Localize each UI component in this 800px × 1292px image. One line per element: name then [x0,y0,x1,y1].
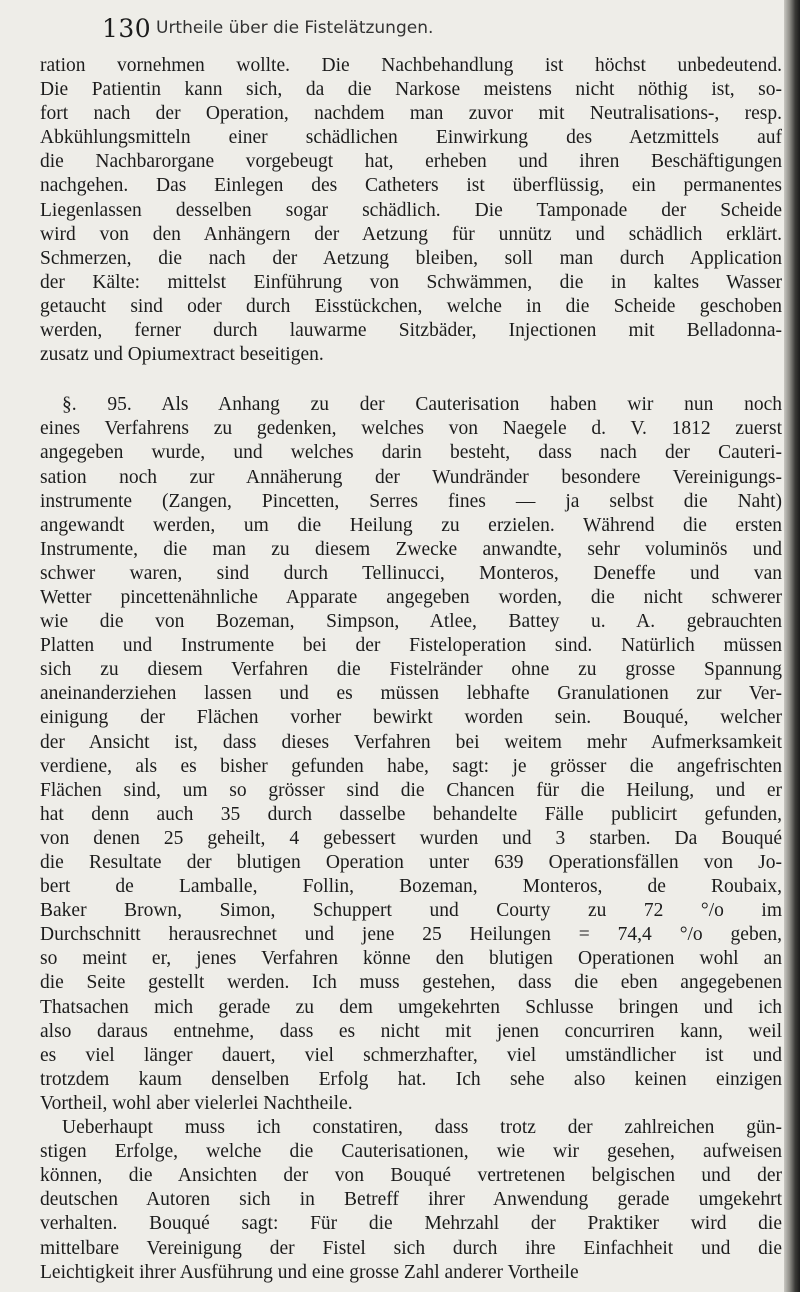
text-line: zusatz und Opiumextract beseitigen. [40,344,324,366]
page-binding-edge [784,0,800,1292]
text-line: Baker Brown, Simon, Schuppert und Courty zu 72 °/o im [40,900,782,922]
text-line: Schmerzen, die nach der Aetzung bleiben, soll man durch Application [40,247,782,269]
body-text [40,54,782,1285]
text-line: §. 95. Als Anhang zu der Cauterisation haben wir nun noch [62,394,782,416]
text-line: instrumente (Zangen, Pincetten, Serres fines — ja selbst die Naht) [40,490,782,512]
text-line: Wetter pincettenähnliche Apparate angegeben worden, die nicht schwerer [40,586,782,608]
text-line: Ueberhaupt muss ich constatiren, dass trotz der zahlreichen gün- [62,1117,782,1139]
paragraph-1 [40,54,782,367]
text-line: Instrumente, die man zu diesem Zwecke anwandte, sehr voluminös und [40,538,782,560]
text-line: wird von den Anhängern der Aetzung für unnütz und schädlich erklärt. [40,223,782,245]
text-line: die Seite gestellt werden. Ich muss gestehen, dass die eben angegebenen [40,972,782,994]
text-line: hat denn auch 35 durch dasselbe behandelte Fälle publicirt gefunden, [40,803,782,825]
paragraph-2 [40,393,782,1116]
text-line: verdiene, als es bisher gefunden habe, sagt: je grösser die angefrischten [40,755,782,777]
text-line: nachgehen. Das Einlegen des Catheters ist überflüssig, ein permanentes [40,175,782,197]
text-line: können, die Ansichten der von Bouqué vertretenen belgischen und der [40,1165,782,1187]
running-head: Urtheile über die Fistelätzungen. [156,18,434,38]
text-line: Platten und Instrumente bei der Fisteloperation sind. Natürlich müssen [40,635,782,657]
text-line: Durchschnitt herausrechnet und jene 25 Heilungen = 74,4 °/o geben, [40,924,782,946]
page-header [102,14,662,44]
text-line: also daraus entnehme, dass es nicht mit jenen concurriren kann, weil [40,1020,782,1042]
text-line: stigen Erfolge, welche die Cauterisationen, wie wir gesehen, aufweisen [40,1141,782,1163]
text-line: getaucht sind oder durch Eisstückchen, welche in die Scheide geschoben [40,295,782,317]
text-line: aneinanderziehen lassen und es müssen lebhafte Granulationen zur Ver- [40,683,782,705]
text-line: bert de Lamballe, Follin, Bozeman, Monteros, de Roubaix, [40,876,782,898]
text-line: deutschen Autoren sich in Betreff ihrer Anwendung gerade umgekehrt [40,1189,782,1211]
text-line: es viel länger dauert, viel schmerzhafter, viel umständlicher ist und [40,1044,782,1066]
text-line: so meint er, jenes Verfahren könne den blutigen Operationen wohl an [40,948,782,970]
paragraph-gap [40,367,782,393]
text-line: von denen 25 geheilt, 4 gebessert wurden und 3 starben. Da Bouqué [40,827,782,849]
paragraph-3 [40,1116,782,1285]
text-line: sation noch zur Annäherung der Wundränder besondere Vereinigungs- [40,466,782,488]
text-line: sich zu diesem Verfahren die Fistelränder ohne zu grosse Spannung [40,659,782,681]
text-line: Die Patientin kann sich, da die Narkose meistens nicht nöthig ist, so- [40,79,782,101]
text-line: Liegenlassen desselben sogar schädlich. Die Tamponade der Scheide [40,199,782,221]
text-line: Thatsachen mich gerade zu dem umgekehrten Schlusse bringen und ich [40,996,782,1018]
text-line: eines Verfahrens zu gedenken, welches von Naegele d. V. 1812 zuerst [40,418,782,440]
text-line: werden, ferner durch lauwarme Sitzbäder, Injectionen mit Belladonna- [40,320,782,342]
text-line: angegeben wurde, und welches darin besteht, dass nach der Cauteri- [40,442,782,464]
text-line: die Nachbarorgane vorgebeugt hat, erheben und ihren Beschäftigungen [40,151,782,173]
text-line: einigung der Flächen vorher bewirkt worden sein. Bouqué, welcher [40,707,782,729]
text-line: mittelbare Vereinigung der Fistel sich durch ihre Einfachheit und die [40,1237,782,1259]
text-line: Abkühlungsmitteln einer schädlichen Einwirkung des Aetzmittels auf [40,127,782,149]
text-line: angewandt werden, um die Heilung zu erzielen. Während die ersten [40,514,782,536]
page-number: 130 [102,14,152,43]
text-line: schwer waren, sind durch Tellinucci, Monteros, Deneffe und van [40,562,782,584]
text-line: trotzdem kaum denselben Erfolg hat. Ich sehe also keinen einzigen [40,1068,782,1090]
text-line: ration vornehmen wollte. Die Nachbehandlung ist höchst unbedeutend. [40,55,782,76]
text-line: der Kälte: mittelst Einführung von Schwämmen, die in kaltes Wasser [40,271,782,293]
text-line: der Ansicht ist, dass dieses Verfahren bei weitem mehr Aufmerksamkeit [40,731,782,753]
text-line: Flächen sind, um so grösser sind die Chancen für die Heilung, und er [40,779,782,801]
text-line: die Resultate der blutigen Operation unter 639 Operationsfällen von Jo- [40,852,782,873]
text-line: Leichtigkeit ihrer Ausführung und eine grosse Zahl anderer Vortheile [40,1261,579,1283]
text-line: wie die von Bozeman, Simpson, Atlee, Battey u. A. gebrauchten [40,611,782,633]
text-line: fort nach der Operation, nachdem man zuvor mit Neutralisations-, resp. [40,103,782,125]
text-line: Vortheil, wohl aber vielerlei Nachtheile. [40,1092,353,1114]
text-line: verhalten. Bouqué sagt: Für die Mehrzahl der Praktiker wird die [40,1213,782,1235]
